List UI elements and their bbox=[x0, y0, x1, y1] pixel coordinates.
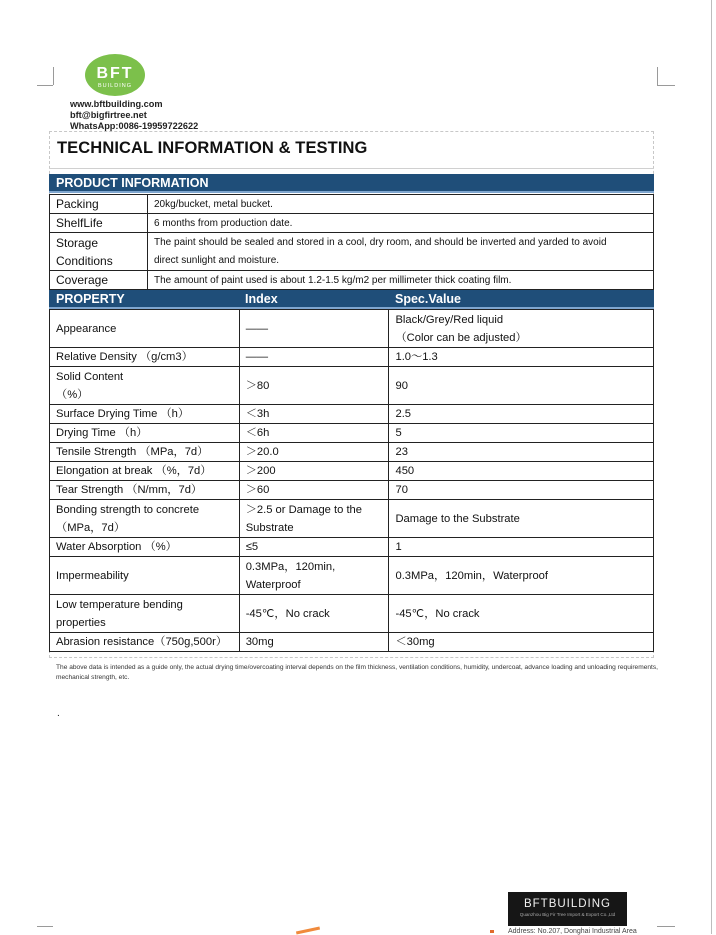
property-cell-line: Tensile Strength （MPa，7d） bbox=[56, 446, 209, 458]
product-info-header bbox=[49, 174, 654, 193]
crop-mark bbox=[657, 85, 675, 86]
index-cell bbox=[239, 443, 389, 462]
header-property: PROPERTY bbox=[56, 292, 125, 306]
storage-row bbox=[50, 233, 654, 271]
crop-mark bbox=[657, 67, 658, 85]
spec-cell bbox=[389, 443, 654, 462]
index-cell-line: ＞200 bbox=[245, 465, 276, 477]
property-cell-line: Surface Drying Time （h） bbox=[56, 408, 190, 420]
index-cell bbox=[239, 538, 389, 557]
property-header bbox=[49, 290, 654, 309]
email-link[interactable]: bft@bigfirtree.net bbox=[70, 110, 147, 120]
property-cell-line: （%） bbox=[56, 388, 89, 401]
property-row bbox=[50, 443, 654, 462]
product-info-table bbox=[49, 194, 654, 290]
index-cell-line: 0.3MPa，120min, bbox=[245, 560, 336, 573]
property-cell bbox=[50, 348, 240, 367]
spec-cell bbox=[389, 557, 654, 595]
property-cell bbox=[50, 500, 240, 538]
property-cell-line: Drying Time （h） bbox=[56, 427, 148, 439]
spec-cell-line: 1.0～1.3 bbox=[395, 351, 438, 363]
website-link[interactable]: www.bftbuilding.com bbox=[70, 99, 163, 109]
index-cell-line: ＞20.0 bbox=[245, 446, 279, 458]
property-row bbox=[50, 557, 654, 595]
property-cell bbox=[50, 367, 240, 405]
storage-label bbox=[50, 233, 148, 271]
spec-cell bbox=[389, 462, 654, 481]
property-row bbox=[50, 310, 654, 348]
storage-label-line1: Storage bbox=[56, 235, 99, 250]
spec-cell-line: 70 bbox=[395, 484, 408, 496]
storage-value-line1: The paint should be sealed and stored in a cool, dry room, and should be inverted and yarded to avoid bbox=[154, 236, 607, 248]
spec-cell bbox=[389, 500, 654, 538]
spec-cell-line: -45℃，No crack bbox=[395, 607, 480, 620]
index-cell-line: Waterproof bbox=[245, 578, 301, 591]
page-title: TECHNICAL INFORMATION & TESTING bbox=[57, 139, 368, 157]
decorative-stroke bbox=[490, 930, 494, 933]
index-cell-line: —— bbox=[245, 351, 269, 363]
spec-cell bbox=[389, 348, 654, 367]
crop-mark bbox=[657, 926, 675, 927]
property-row bbox=[50, 348, 654, 367]
header-spec-value: Spec.Value bbox=[395, 292, 462, 306]
property-cell bbox=[50, 633, 240, 652]
spec-cell-line: Damage to the Substrate bbox=[395, 512, 520, 525]
spec-cell-line: ＜30mg bbox=[395, 636, 435, 648]
spec-cell bbox=[389, 538, 654, 557]
property-cell-line: Solid Content bbox=[56, 370, 124, 383]
property-cell-line: Bonding strength to concrete bbox=[56, 503, 200, 516]
storage-value-line2: direct sunlight and moisture. bbox=[154, 254, 280, 266]
index-cell bbox=[239, 481, 389, 500]
crop-mark bbox=[37, 85, 53, 86]
property-cell-line: Water Absorption （%） bbox=[56, 541, 177, 553]
spec-cell-line: 2.5 bbox=[395, 408, 412, 420]
title-divider bbox=[49, 168, 654, 169]
packing-label: Packing bbox=[50, 195, 148, 214]
spec-cell-line: 0.3MPa，120min，Waterproof bbox=[395, 569, 549, 582]
property-cell-line: Abrasion resistance（750g,500r） bbox=[56, 636, 228, 648]
storage-value bbox=[148, 233, 654, 271]
spec-cell-line: 450 bbox=[395, 465, 415, 477]
property-cell-line: Relative Density （g/cm3） bbox=[56, 351, 193, 363]
property-cell bbox=[50, 443, 240, 462]
property-row bbox=[50, 462, 654, 481]
property-cell-line: Tear Strength （N/mm，7d） bbox=[56, 484, 203, 496]
index-cell-line: 30mg bbox=[245, 636, 274, 648]
packing-value: 20kg/bucket, metal bucket. bbox=[148, 195, 654, 214]
property-cell bbox=[50, 405, 240, 424]
spec-cell bbox=[389, 481, 654, 500]
property-row bbox=[50, 633, 654, 652]
logo-text: BFT bbox=[96, 65, 134, 82]
spec-cell bbox=[389, 367, 654, 405]
shelflife-row bbox=[50, 214, 654, 233]
coverage-label: Coverage bbox=[50, 271, 148, 290]
property-row bbox=[50, 538, 654, 557]
property-cell-line: Low temperature bending bbox=[56, 598, 183, 611]
coverage-value: The amount of paint used is about 1.2-1.5 kg/m2 per millimeter thick coating film. bbox=[148, 271, 654, 290]
logo-subtext: BUILDING bbox=[98, 83, 132, 89]
spec-cell-line: 1 bbox=[395, 541, 402, 553]
property-cell-line: Elongation at break （%，7d） bbox=[56, 465, 212, 477]
spec-cell-line: 5 bbox=[395, 427, 402, 439]
index-cell-line: ＜3h bbox=[245, 408, 270, 420]
property-cell bbox=[50, 538, 240, 557]
property-cell bbox=[50, 481, 240, 500]
header-index: Index bbox=[245, 292, 278, 306]
index-cell-line: ≤5 bbox=[245, 541, 259, 553]
property-cell bbox=[50, 557, 240, 595]
property-row bbox=[50, 500, 654, 538]
index-cell bbox=[239, 633, 389, 652]
index-cell-line: ＞80 bbox=[245, 379, 270, 392]
index-cell bbox=[239, 367, 389, 405]
spec-cell bbox=[389, 633, 654, 652]
index-cell bbox=[239, 500, 389, 538]
footer-brand-name: BFTBUILDING bbox=[523, 898, 612, 910]
index-cell-line: ＜6h bbox=[245, 427, 270, 439]
decorative-stroke bbox=[296, 927, 320, 935]
property-cell-line: （MPa，7d） bbox=[56, 521, 126, 534]
index-cell-line: ＞2.5 or Damage to the bbox=[245, 503, 362, 516]
spec-cell bbox=[389, 424, 654, 443]
index-cell-line: —— bbox=[245, 322, 269, 335]
index-cell bbox=[239, 462, 389, 481]
product-info-title: PRODUCT INFORMATION bbox=[56, 176, 209, 190]
index-cell-line: ＞60 bbox=[245, 484, 270, 496]
index-cell bbox=[239, 405, 389, 424]
stray-mark: . bbox=[57, 708, 60, 719]
spec-cell bbox=[389, 310, 654, 348]
packing-row bbox=[50, 195, 654, 214]
property-cell-line: properties bbox=[56, 616, 106, 629]
footer-address: Address: No.207, Donghai Industrial Area bbox=[508, 928, 637, 935]
property-cell bbox=[50, 424, 240, 443]
spec-cell bbox=[389, 405, 654, 424]
index-cell bbox=[239, 310, 389, 348]
index-cell-line: -45℃，No crack bbox=[245, 607, 330, 620]
footer-brand-block bbox=[508, 892, 627, 926]
whatsapp-text: WhatsApp:0086-19959722622 bbox=[70, 121, 199, 131]
spec-cell-line: 23 bbox=[395, 446, 408, 458]
index-cell bbox=[239, 348, 389, 367]
property-cell-line: Impermeability bbox=[56, 569, 129, 582]
footer-brand-subtitle: Quanzhou Big Fir Tree Import & Export Co.,Ltd bbox=[519, 912, 616, 917]
shelflife-value: 6 months from production date. bbox=[148, 214, 654, 233]
property-row bbox=[50, 424, 654, 443]
index-cell bbox=[239, 557, 389, 595]
property-row bbox=[50, 367, 654, 405]
index-cell bbox=[239, 595, 389, 633]
coverage-row bbox=[50, 271, 654, 290]
crop-mark bbox=[37, 926, 53, 927]
disclaimer-note: The above data is intended as a guide only, the actual drying time/overcoating interval depends on the film thickness, ventilation conditions, humidity, undercoat, advance loading and unloading requirements, mechanical strength, etc. bbox=[56, 664, 658, 681]
spec-cell-line: （Color can be adjusted） bbox=[395, 331, 527, 344]
property-row bbox=[50, 481, 654, 500]
storage-label-line2: Conditions bbox=[56, 253, 113, 268]
property-row bbox=[50, 405, 654, 424]
crop-mark bbox=[53, 67, 54, 85]
spec-cell-line: Black/Grey/Red liquid bbox=[395, 313, 504, 326]
property-row bbox=[50, 595, 654, 633]
property-cell bbox=[50, 310, 240, 348]
property-cell bbox=[50, 462, 240, 481]
page-edge bbox=[711, 0, 712, 934]
spec-cell-line: 90 bbox=[395, 379, 408, 392]
spec-cell bbox=[389, 595, 654, 633]
index-cell-line: Substrate bbox=[245, 521, 294, 534]
bft-logo bbox=[84, 53, 146, 97]
property-cell-line: Appearance bbox=[56, 322, 117, 335]
property-table bbox=[49, 309, 654, 652]
property-cell bbox=[50, 595, 240, 633]
index-cell bbox=[239, 424, 389, 443]
shelflife-label: ShelfLife bbox=[50, 214, 148, 233]
